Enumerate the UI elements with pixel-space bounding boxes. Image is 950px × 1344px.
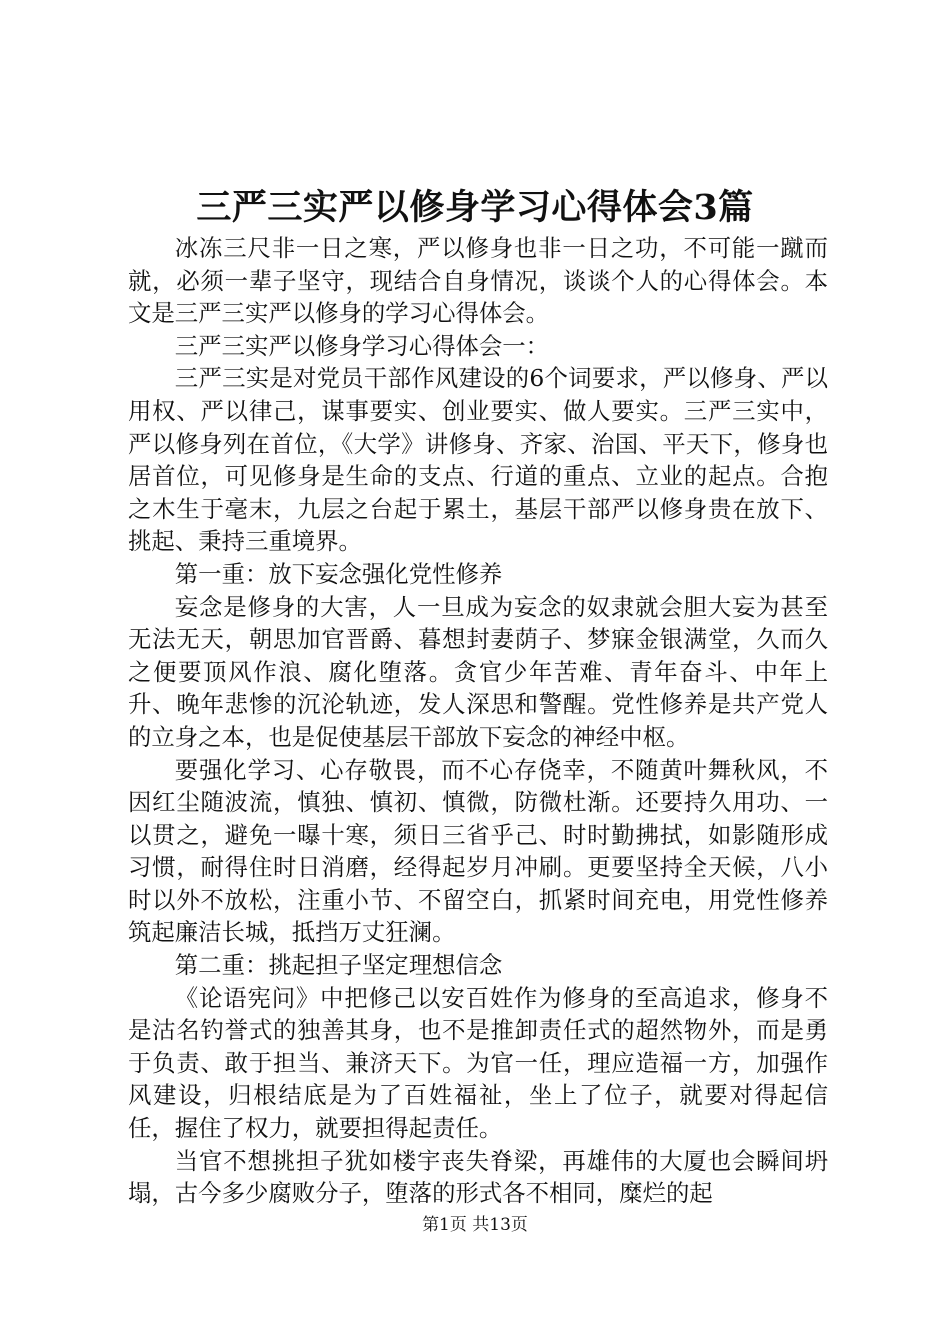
- paragraph: 妄念是修身的大害，人一旦成为妄念的奴隶就会胆大妄为甚至无法无天，朝思加官晋爵、暮想封妻荫子、梦寐金银满堂，久而久之便要顶风作浪、腐化堕落。贪官少年苦难、青年奋斗、中年上升、晚年悲惨的沉沦轨迹，发人深思和警醒。党性修养是共产党人的立身之本，也是促使基层干部放下妄念的神经中枢。: [128, 592, 828, 751]
- subheading-second-level: 第二重：挑起担子坚定理想信念: [174, 951, 503, 980]
- page-total: 共13页: [472, 1215, 528, 1235]
- subheading-first-level: 第一重：放下妄念强化党性修养: [174, 559, 503, 588]
- document-body: [128, 232, 828, 1210]
- paragraph: 当官不想挑担子犹如楼宇丧失脊梁，再雄伟的大厦也会瞬间坍塌，古今多少腐败分子，堕落的形式各不相同，糜烂的起: [128, 1146, 828, 1208]
- page-title: 三严三实严以修身学习心得体会3篇: [196, 187, 754, 228]
- paragraph: 《论语宪问》中把修己以安百姓作为修身的至高追求，修身不是沽名钓誉式的独善其身，也不是推卸责任式的超然物外，而是勇于负责、敢于担当、兼济天下。为官一任，理应造福一方，加强作风建设，归根结底是为了百姓福祉，坐上了位子，就要对得起信任，握住了权力，就要担得起责任。: [128, 983, 828, 1143]
- page-number: 第1页: [422, 1215, 467, 1235]
- paragraph: 三严三实是对党员干部作风建设的6个词要求，严以修身、严以用权、严以律己，谋事要实、创业要实、做人要实。三严三实中，严以修身列在首位，《大学》讲修身、齐家、治国、平天下，修身也居首位，可见修身是生命的支点、行道的重点、立业的起点。合抱之木生于毫末，九层之台起于累土，基层干部严以修身贵在放下、挑起、秉持三重境界。: [128, 364, 828, 556]
- paragraph: 要强化学习、心存敬畏，而不心存侥幸，不随黄叶舞秋风，不因红尘随波流，慎独、慎初、慎微，防微杜渐。还要持久用功、一以贯之，避免一曝十寒，须日三省乎己、时时勤拂拭，如影随形成习惯，耐得住时日消磨，经得起岁月冲刷。更要坚持全天候，八小时以外不放松，注重小节、不留空白，抓紧时间充电，用党性修养筑起廉洁长城，抵挡万丈狂澜。: [128, 755, 828, 947]
- section-heading-part-one: 三严三实严以修身学习心得体会一：: [174, 331, 550, 360]
- paragraph-intro: 冰冻三尺非一日之寒，严以修身也非一日之功，不可能一蹴而就，必须一辈子坚守，现结合自身情况，谈谈个人的心得体会。本文是三严三实严以修身的学习心得体会。: [128, 234, 828, 328]
- page-footer: [0, 1213, 950, 1237]
